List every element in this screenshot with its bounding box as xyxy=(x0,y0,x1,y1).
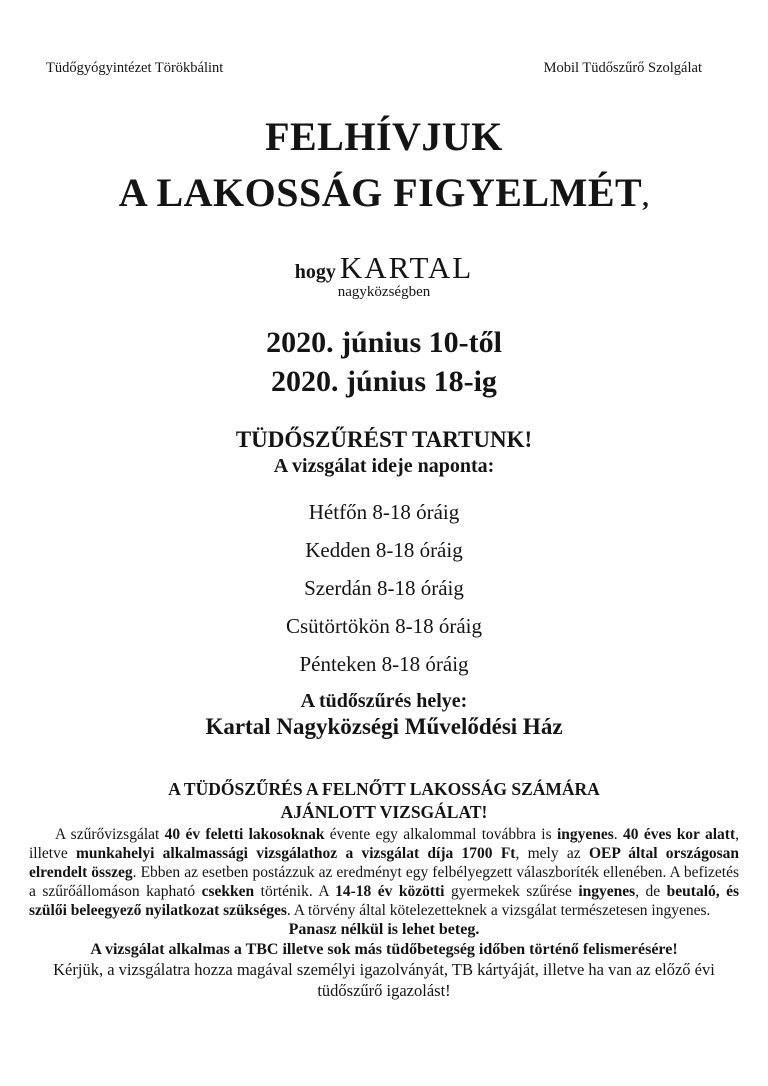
announcement-subheadline: A vizsgálat ideje naponta: xyxy=(273,455,495,477)
town-suffix: nagyközségben xyxy=(337,284,431,300)
info-heading-line2: AJÁNLOTT VIZSGÁLAT! xyxy=(280,802,488,822)
header-left-institute: Tüdőgyógyintézet Törökbálint xyxy=(46,60,224,76)
schedule-day-tuesday: Kedden 8-18 óráig xyxy=(305,538,463,562)
announcement-headline: TÜDŐSZŰRÉST TARTUNK! xyxy=(235,427,533,452)
main-title-line1: FELHÍVJUK xyxy=(265,114,503,159)
note-bring-documents: Kérjük, a vizsgálatra hozza magával személyi igazolványát, TB kártyáját, illetve ha van az előző évi tüdőszűrő igazolást! xyxy=(53,960,715,1000)
info-heading-line1: A TÜDŐSZŰRÉS A FELNŐTT LAKOSSÁG SZÁMÁRA xyxy=(168,779,600,799)
location-intro xyxy=(0,250,768,286)
schedule-day-thursday: Csütörtökön 8-18 óráig xyxy=(286,614,482,638)
title-comma: , xyxy=(642,183,650,212)
document-header xyxy=(0,0,768,77)
info-paragraph: A szűrővizsgálat 40 év feletti lakosoknak évente egy alkalommal továbbra is ingyenes. 40 éves kor alatt, illetve munkahelyi alkalmassági vizsgálathoz a vizsgálat díja 1700 Ft, mely az OEP által országosan elrendelt összeg. Ebben az esetben postázzuk az eredményt egy felbélyegzett válaszboríték ellenében. A befizetés a szűrőállomáson kapható csekken történik. A 14-18 év közötti gyermekek szűrése ingyenes, de beutaló, és szülői beleegyező nyilatkozat szükséges. A törvény által kötelezetteknek a vizsgálat természetesen ingyenes. xyxy=(29,826,739,919)
screening-date-from: 2020. június 10-től xyxy=(266,326,502,359)
header-right-service: Mobil Tüdőszűrő Szolgálat xyxy=(543,60,702,76)
schedule-list xyxy=(0,500,768,677)
venue-name: Kartal Nagyközségi Művelődési Ház xyxy=(205,714,563,739)
note-tbc-detection: A vizsgálat alkalmas a TBC illetve sok más tüdőbetegség időben történő felismerésére! xyxy=(90,940,678,958)
venue-label: A tüdőszűrés helye: xyxy=(300,690,468,712)
screening-dates xyxy=(0,323,768,401)
town-name: KARTAL xyxy=(339,250,474,285)
note-no-symptoms: Panasz nélkül is lehet beteg. xyxy=(288,921,480,938)
schedule-day-monday: Hétfőn 8-18 óráig xyxy=(308,500,460,524)
location-intro-hogy: hogy xyxy=(294,261,336,283)
info-section-heading xyxy=(0,778,768,824)
schedule-day-friday: Pénteken 8-18 óráig xyxy=(299,652,469,676)
screening-date-to: 2020. június 18-ig xyxy=(271,365,497,398)
main-title-line2: A LAKOSSÁG FIGYELMÉT, xyxy=(118,170,650,215)
schedule-day-wednesday: Szerdán 8-18 óráig xyxy=(304,576,464,600)
main-title xyxy=(0,109,768,226)
